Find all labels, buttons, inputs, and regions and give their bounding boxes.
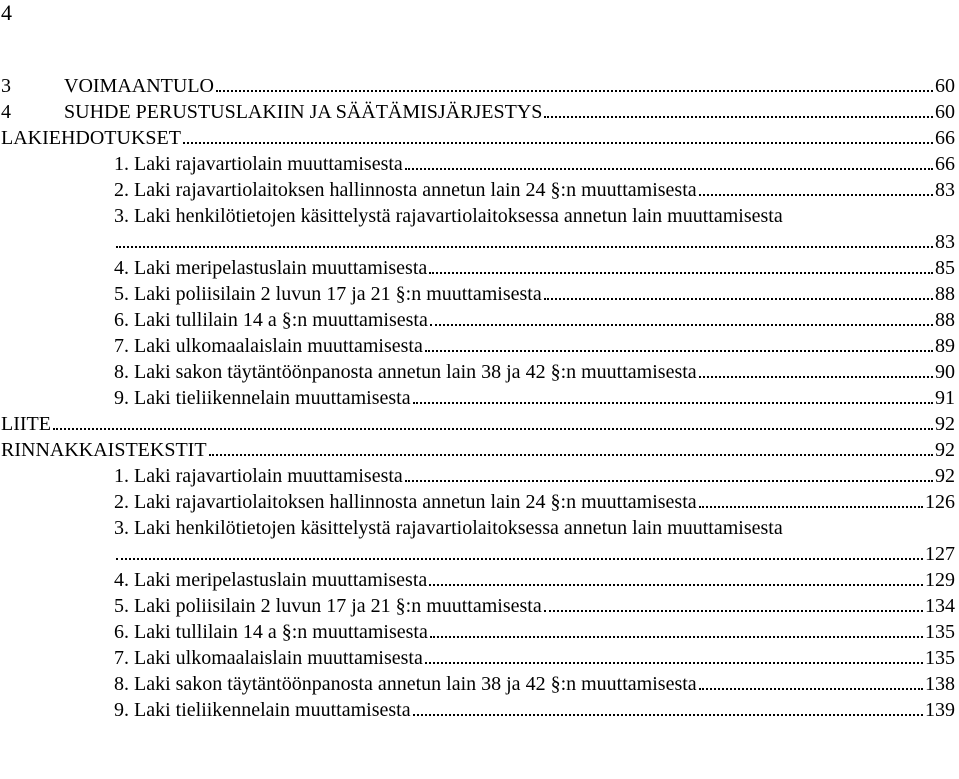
dot-leader: [699, 688, 923, 690]
dot-leader: [430, 636, 923, 638]
toc-entry[interactable]: [0, 333, 955, 359]
dot-leader: [544, 116, 933, 118]
toc-entry-page: 139: [925, 699, 955, 721]
toc-entry-title: 7. Laki ulkomaalaislain muuttamisesta: [114, 335, 423, 357]
toc-entry-number: 4: [1, 101, 11, 123]
toc-entry-page: 88: [935, 309, 955, 331]
toc-entry-page: 135: [925, 621, 955, 643]
toc-entry[interactable]: [0, 489, 955, 515]
toc-entry[interactable]: [0, 671, 955, 697]
toc-entry-page: 89: [935, 335, 955, 357]
dot-leader: [53, 428, 933, 430]
toc-entry[interactable]: [0, 567, 955, 593]
toc-entry-title: LIITE: [1, 413, 51, 435]
dot-leader: [116, 246, 933, 248]
dot-leader: [544, 610, 923, 612]
toc-entry[interactable]: [0, 385, 955, 411]
toc-entry-page: 88: [935, 283, 955, 305]
toc-entry[interactable]: [0, 437, 955, 463]
toc-entry-page: 129: [925, 569, 955, 591]
toc-entry-title: 8. Laki sakon täytäntöönpanosta annetun lain 38 ja 42 §:n muuttamisesta: [114, 361, 697, 383]
toc-entry-title: 6. Laki tullilain 14 a §:n muuttamisesta: [114, 309, 428, 331]
toc-entry-page: 83: [935, 179, 955, 201]
toc-entry-page: 134: [925, 595, 955, 617]
toc-entry-title: 4. Laki meripelastuslain muuttamisesta: [114, 569, 428, 591]
toc-entry[interactable]: [0, 593, 955, 619]
toc-entry-title: 6. Laki tullilain 14 a §:n muuttamisesta: [114, 621, 428, 643]
toc-entry-title: 5. Laki poliisilain 2 luvun 17 ja 21 §:n muuttamisesta: [114, 283, 542, 305]
dot-leader: [116, 558, 923, 560]
toc-entry[interactable]: [0, 645, 955, 671]
toc-entry[interactable]: [0, 411, 955, 437]
dot-leader: [429, 584, 923, 586]
toc-entry-title: LAKIEHDOTUKSET: [1, 127, 181, 149]
toc-entry[interactable]: [0, 125, 955, 151]
toc-entry[interactable]: [0, 73, 955, 99]
dot-leader: [209, 454, 933, 456]
page-number: 4: [1, 0, 12, 25]
dot-leader: [699, 506, 923, 508]
dot-leader: [544, 298, 933, 300]
toc-entry[interactable]: [0, 281, 955, 307]
dot-leader: [430, 324, 933, 326]
toc-entry[interactable]: [0, 619, 955, 645]
toc-entry-page: 66: [935, 153, 955, 175]
toc-entry[interactable]: [0, 463, 955, 489]
toc-entry-title: VOIMAANTULO: [64, 75, 214, 97]
toc-entry-page: 92: [935, 439, 955, 461]
toc-entry-page: 83: [935, 231, 955, 253]
toc-entry-page: 135: [925, 647, 955, 669]
toc-entry-title: 2. Laki rajavartiolaitoksen hallinnosta annetun lain 24 §:n muuttamisesta: [114, 179, 697, 201]
toc-entry[interactable]: [0, 359, 955, 385]
toc-entry[interactable]: [0, 541, 955, 567]
toc-entry-page: 60: [935, 101, 955, 123]
toc-entry-title: 1. Laki rajavartiolain muuttamisesta: [114, 465, 403, 487]
toc-entry-page: 127: [925, 543, 955, 565]
toc-entry-page: 90: [935, 361, 955, 383]
toc-entry[interactable]: [0, 99, 955, 125]
toc-entry-title: 8. Laki sakon täytäntöönpanosta annetun lain 38 ja 42 §:n muuttamisesta: [114, 673, 697, 695]
dot-leader: [183, 142, 933, 144]
toc-entry-title: 5. Laki poliisilain 2 luvun 17 ja 21 §:n muuttamisesta: [114, 595, 542, 617]
dot-leader: [699, 194, 933, 196]
toc-entry-page: 92: [935, 413, 955, 435]
toc-entry-page: 91: [935, 387, 955, 409]
dot-leader: [405, 168, 933, 170]
toc-entry-page: 85: [935, 257, 955, 279]
dot-leader: [405, 480, 933, 482]
dot-leader: [429, 272, 933, 274]
toc-entry-page: 138: [925, 673, 955, 695]
dot-leader: [216, 90, 933, 92]
toc-entry[interactable]: [0, 307, 955, 333]
toc-entry-page: 126: [925, 491, 955, 513]
dot-leader: [413, 402, 933, 404]
toc-entry[interactable]: [0, 151, 955, 177]
toc-entry[interactable]: [0, 229, 955, 255]
toc-entry[interactable]: [0, 255, 955, 281]
toc-entry-title: RINNAKKAISTEKSTIT: [1, 439, 207, 461]
toc-entry-title: 1. Laki rajavartiolain muuttamisesta: [114, 153, 403, 175]
toc-entry-number: 3: [1, 75, 11, 97]
table-of-contents: [0, 73, 955, 723]
toc-entry[interactable]: [0, 697, 955, 723]
dot-leader: [699, 376, 933, 378]
toc-entry-title: 7. Laki ulkomaalaislain muuttamisesta: [114, 647, 423, 669]
dot-leader: [425, 350, 933, 352]
dot-leader: [413, 714, 923, 716]
toc-entry-title: 9. Laki tieliikennelain muuttamisesta: [114, 699, 411, 721]
toc-entry-page: 92: [935, 465, 955, 487]
toc-entry-title: SUHDE PERUSTUSLAKIIN JA SÄÄTÄMISJÄRJESTYS: [64, 101, 543, 123]
toc-entry-title: 2. Laki rajavartiolaitoksen hallinnosta annetun lain 24 §:n muuttamisesta: [114, 491, 697, 513]
toc-entry-title: 3. Laki henkilötietojen käsittelystä rajavartiolaitoksessa annetun lain muuttamisesta: [114, 205, 783, 227]
toc-entry-page: 60: [935, 75, 955, 97]
toc-entry-title: 3. Laki henkilötietojen käsittelystä rajavartiolaitoksessa annetun lain muuttamisesta: [114, 517, 783, 539]
toc-entry-title: 4. Laki meripelastuslain muuttamisesta: [114, 257, 428, 279]
toc-entry[interactable]: [0, 177, 955, 203]
toc-entry-title: 9. Laki tieliikennelain muuttamisesta: [114, 387, 411, 409]
toc-entry-page: 66: [935, 127, 955, 149]
dot-leader: [425, 662, 923, 664]
